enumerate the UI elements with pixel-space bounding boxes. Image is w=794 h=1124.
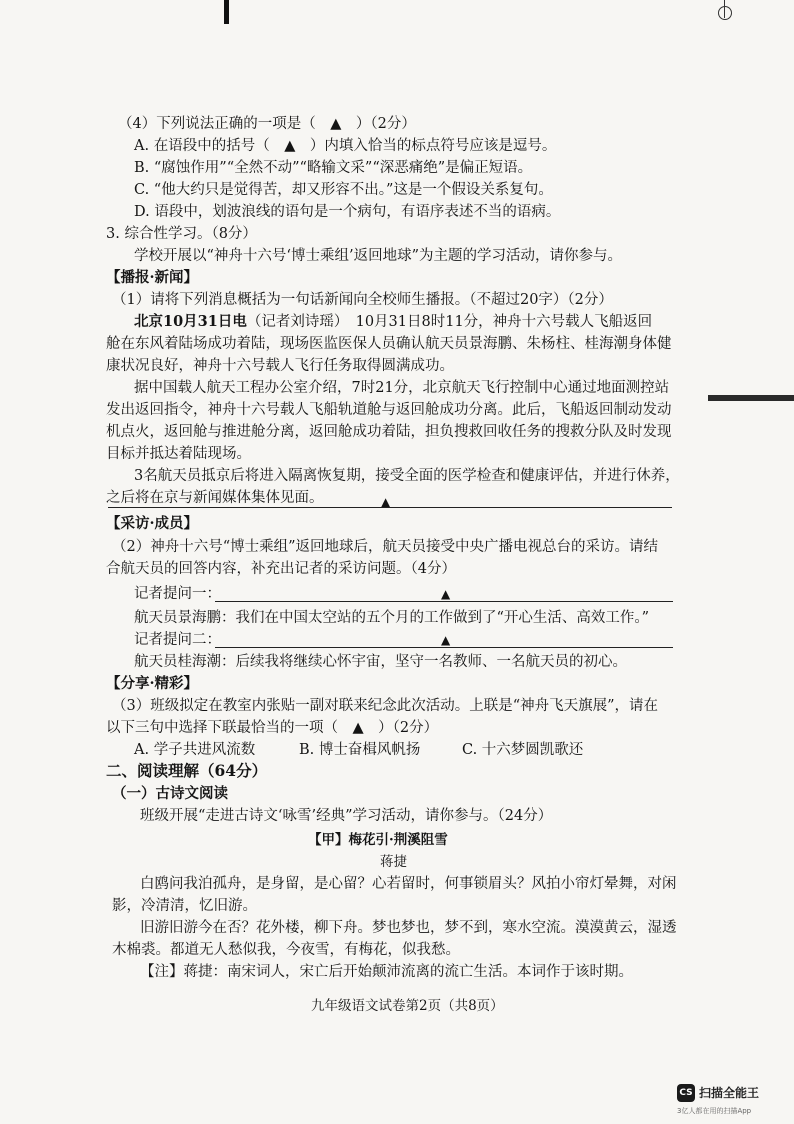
reporter-question-1-label: 记者提问一：	[134, 586, 221, 602]
poem-stanza-1-line-1: 白鸥问我泊孤舟，是身留，是心留？心若留时，何事锁眉头？风拍小帘灯晕舞，对闲	[140, 876, 677, 892]
q4-option-a: A. 在语段中的括号（ ▲ ）内填入恰当的标点符号应该是逗号。	[134, 138, 557, 154]
news-paragraph-2-line-3: 机点火，返回舱与推进舱分离，返回舱成功着陆，担负搜救回收任务的搜救分队及时发现	[106, 424, 672, 440]
q4-option-b: B. “腐蚀作用”“全然不动”“略输文采”“深恶痛绝”是偏正短语。	[134, 160, 533, 176]
reporter-question-2-label: 记者提问二：	[134, 632, 221, 648]
couplet-option-a: A. 学子共进风流数	[134, 742, 256, 758]
reading-section-title: 二、阅读理解（64分）	[106, 761, 268, 780]
question-1-answer-line	[215, 601, 673, 602]
broadcast-heading: 【播报·新闻】	[106, 269, 199, 286]
question-2-mark: ▲	[441, 633, 451, 647]
news-paragraph-2-line-2: 发出返回指令，神舟十六号载人飞船轨道舱与返回舱成功分离。此后，飞船返回制动发动	[106, 402, 672, 418]
scan-edge-mark	[224, 0, 229, 24]
news-paragraph-3-line-1: 3名航天员抵京后将进入隔离恢复期，接受全面的医学检查和健康评估，并进行休养，	[134, 468, 680, 484]
news-paragraph-1-line-3: 康状况良好，神舟十六号载人飞行任务取得圆满成功。	[106, 358, 454, 374]
q4-option-c: C. “他大约只是觉得苦，却又形容不出。”这是一个假设关系复句。	[134, 182, 553, 198]
poem-stanza-2-line-1: 旧游旧游今在否？花外楼，柳下舟。梦也梦也，梦不到，寒水空流。漠漠黄云，湿透	[140, 920, 677, 936]
scanner-tagline: 3亿人都在用的扫描App	[677, 1107, 752, 1115]
scanner-watermark	[677, 1084, 792, 1120]
registration-crosshair-icon	[716, 0, 734, 18]
share-prompt-line-2: 以下三句中选择下联最恰当的一项（ ▲ ）（2分）	[106, 720, 439, 736]
scan-side-mark	[708, 395, 794, 401]
question-2-answer-line	[215, 647, 673, 648]
scanner-app-name: 扫描全能王	[699, 1086, 760, 1100]
news-paragraph-2-line-1: 据中国载人航天工程办公室介绍，7时21分，北京航天飞行控制中心通过地面测控站	[134, 380, 670, 396]
interview-prompt-line-1: （2）神舟十六号“博士乘组”返回地球后，航天员接受中央广播电视总台的采访。请结	[112, 539, 659, 555]
astronaut-answer-1: 航天员景海鹏：我们在中国太空站的五个月的工作做到了“开心生活、高效工作。”	[134, 610, 650, 626]
camscanner-logo-icon: CS	[677, 1084, 695, 1102]
news-dateline: 北京10月31日电	[134, 313, 247, 330]
poem-author: 蒋捷	[380, 854, 407, 870]
q4-stem: （4）下列说法正确的一项是（ ▲ ）（2分）	[118, 116, 416, 132]
broadcast-prompt: （1）请将下列消息概括为一句话新闻向全校师生播报。（不超过20字）（2分）	[112, 292, 613, 308]
share-prompt-line-1: （3）班级拟定在教室内张贴一副对联来纪念此次活动。上联是“神舟飞天旗展”，请在	[112, 698, 659, 714]
poem-title: 【甲】梅花引·荆溪阻雪	[308, 832, 448, 848]
interview-prompt-line-2: 合航天员的回答内容，补充出记者的采访问题。（4分）	[106, 561, 456, 577]
news-paragraph-1-line-2: 舱在东风着陆场成功着陆，现场医监医保人员确认航天员景海鹏、朱杨柱、桂海潮身体健	[106, 336, 672, 352]
news-paragraph-3-line-2: 之后将在京与新闻媒体集体见面。	[106, 490, 324, 506]
q4-option-d: D. 语段中，划波浪线的语句是一个病句，有语序表述不当的语病。	[134, 204, 561, 220]
poem-stanza-1-line-2: 影，冷清清，忆旧游。	[112, 898, 257, 914]
page-footer: 九年级语文试卷第2页（共8页）	[311, 998, 504, 1014]
reading-intro: 班级开展“走进古诗文‘咏雪’经典”学习活动，请你参与。（24分）	[140, 808, 553, 824]
answer-line	[108, 507, 672, 508]
q3-title: 3. 综合性学习。（8分）	[106, 226, 257, 242]
ancient-poetry-subtitle: （一）古诗文阅读	[112, 785, 228, 802]
question-1-mark: ▲	[441, 587, 451, 601]
share-heading: 【分享·精彩】	[106, 675, 199, 692]
news-line-text: （记者刘诗瑶） 10月31日8时11分，神舟十六号载人飞船返回	[246, 314, 653, 330]
poem-stanza-2-line-2: 木棉裘。都道无人愁似我，今夜雪，有梅花，似我愁。	[112, 942, 460, 958]
poem-note: 【注】蒋捷：南宋词人，宋亡后开始颠沛流离的流亡生活。本词作于该时期。	[140, 964, 633, 980]
interview-heading: 【采访·成员】	[106, 515, 199, 532]
news-paragraph-1-line-1	[134, 312, 652, 332]
q3-intro: 学校开展以“神舟十六号‘博士乘组’返回地球”为主题的学习活动，请你参与。	[134, 248, 623, 264]
answer-placeholder-mark: ▲	[381, 495, 391, 509]
couplet-option-c: C. 十六梦圆凯歌还	[462, 742, 584, 758]
news-paragraph-2-line-4: 目标并抵达着陆现场。	[106, 446, 251, 462]
astronaut-answer-2: 航天员桂海潮：后续我将继续心怀宇宙，坚守一名教师、一名航天员的初心。	[134, 654, 627, 670]
couplet-option-b: B. 博士奋楫风帆扬	[299, 742, 421, 758]
